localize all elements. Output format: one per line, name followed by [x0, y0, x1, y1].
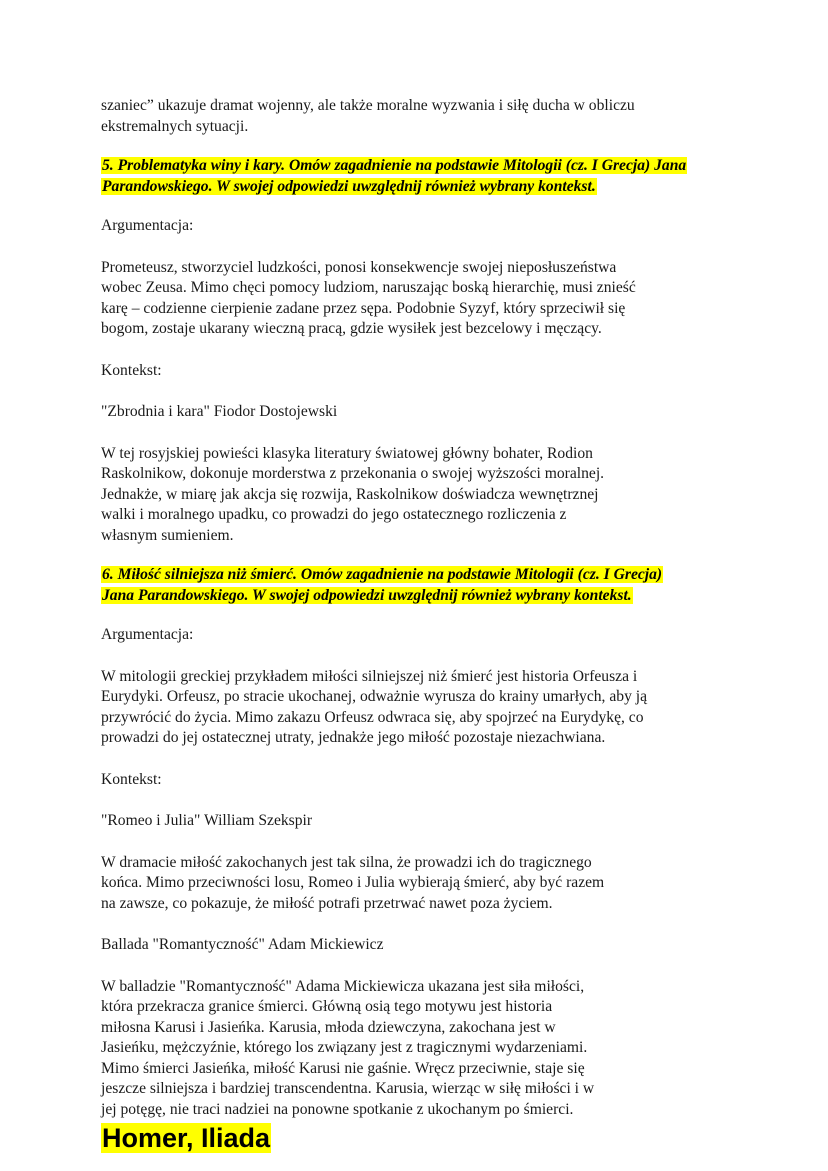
- section-6-context-1-title: "Romeo i Julia" William Szekspir: [101, 812, 313, 829]
- text-line: końca. Mimo przeciwności losu, Romeo i Julia wybierają śmierć, aby być razem: [101, 874, 605, 891]
- section-5-context-title: "Zbrodnia i kara" Fiodor Dostojewski: [101, 403, 338, 420]
- text-line: Raskolnikow, dokonuje morderstwa z przekonania o swojej wyższości moralnej.: [101, 465, 605, 482]
- section-5-heading: [101, 156, 741, 197]
- heading-line: 6. Miłość silniejsza niż śmierć. Omów zagadnienie na podstawie Mitologii (cz. I Grecja): [102, 566, 663, 583]
- text-line: Jednakże, w miarę jak akcja się rozwija, Raskolnikow doświadcza wewnętrznej: [101, 485, 599, 503]
- heading-line: Parandowskiego. W swojej odpowiedzi uwzględnij również wybrany kontekst.: [102, 177, 596, 195]
- text-line: W balladzie "Romantyczność" Adama Mickiewicza ukazana jest siła miłości,: [101, 977, 585, 995]
- text-line: która przekracza granice śmierci. Główną osią tego motywu jest historia: [101, 998, 553, 1015]
- section-5-context-label: Kontekst:: [101, 361, 162, 379]
- next-section-heading: [101, 1122, 741, 1154]
- section-6-heading: [101, 565, 741, 606]
- section-6-argument-paragraph: [101, 667, 741, 749]
- text-line: W tej rosyjskiej powieści klasyka literatury światowej główny bohater, Rodion: [101, 444, 593, 462]
- text-line: na zawsze, co pokazuje, że miłość potrafi przetrwać nawet poza życiem.: [101, 894, 553, 912]
- text-line: W mitologii greckiej przykładem miłości silniejszej niż śmierć jest historia Orfeusza i: [101, 667, 638, 685]
- section-6-argument-label: Argumentacja:: [101, 626, 194, 643]
- text-line: Eurydyki. Orfeusz, po stracie ukochanej, odważnie wyrusza do krainy umarłych, aby ją: [101, 688, 648, 705]
- text-line: wobec Zeusa. Mimo chęci pomocy ludziom, naruszając boską hierarchię, musi znieść: [101, 279, 636, 296]
- intro-paragraph: [101, 96, 741, 137]
- section-6-context-2-title: Ballada "Romantyczność" Adam Mickiewicz: [101, 936, 384, 953]
- section-5-argument-label: Argumentacja:: [101, 217, 194, 234]
- text-line: jej potęgę, nie traci nadziei na ponowne spotkanie z ukochanym po śmierci.: [101, 1100, 574, 1118]
- text-line: prowadzi do jej ostatecznej utraty, jednakże jego miłość pozostaje niezachwiana.: [101, 729, 606, 746]
- text-line: Mimo śmierci Jasieńka, miłość Karusi nie gaśnie. Wręcz przeciwnie, staje się: [101, 1059, 585, 1077]
- text-line: bogom, zostaje ukarany wieczną pracą, gdzie wysiłek jest bezcelowy i męczący.: [101, 320, 602, 337]
- text-line: miłosna Karusi i Jasieńka. Karusia, młoda dziewczyna, zakochana jest w: [101, 1018, 556, 1036]
- text-line: przywrócić do życia. Mimo zakazu Orfeusz odwraca się, aby spojrzeć na Eurydykę, co: [101, 708, 644, 726]
- heading-line: Jana Parandowskiego. W swojej odpowiedzi uwzględnij również wybrany kontekst.: [102, 586, 632, 604]
- text-line: szaniec” ukazuje dramat wojenny, ale także moralne wyzwania i siłę ducha w obliczu: [101, 97, 635, 114]
- section-6-context-1-paragraph: [101, 853, 741, 915]
- section-5-context-paragraph: [101, 444, 741, 547]
- text-line: Prometeusz, stworzyciel ludzkości, ponosi konsekwencje swojej nieposłuszeństwa: [101, 258, 617, 276]
- section-5-argument-paragraph: [101, 258, 741, 340]
- document-body: [101, 96, 741, 1154]
- homer-iliada-heading: Homer, Iliada: [102, 1123, 271, 1153]
- text-line: własnym sumieniem.: [101, 526, 234, 544]
- section-6-context-label: Kontekst:: [101, 770, 162, 788]
- text-line: walki i moralnego upadku, co prowadzi do jego ostatecznego rozliczenia z: [101, 506, 567, 523]
- text-line: karę – codzienne cierpienie zadane przez sępa. Podobnie Syzyf, który sprzeciwił się: [101, 299, 626, 317]
- heading-line: 5. Problematyka winy i kary. Omów zagadnienie na podstawie Mitologii (cz. I Grecja) Jana: [102, 157, 687, 174]
- section-6-context-2-paragraph: [101, 977, 741, 1121]
- text-line: ekstremalnych sytuacji.: [101, 117, 249, 135]
- text-line: Jasieńku, mężczyźnie, którego los związany jest z tragicznymi wydarzeniami.: [101, 1039, 588, 1056]
- text-line: jeszcze silniejsza i bardziej transcendentna. Karusia, wierząc w siłę miłości i w: [101, 1080, 595, 1097]
- text-line: W dramacie miłość zakochanych jest tak silna, że prowadzi ich do tragicznego: [101, 853, 592, 871]
